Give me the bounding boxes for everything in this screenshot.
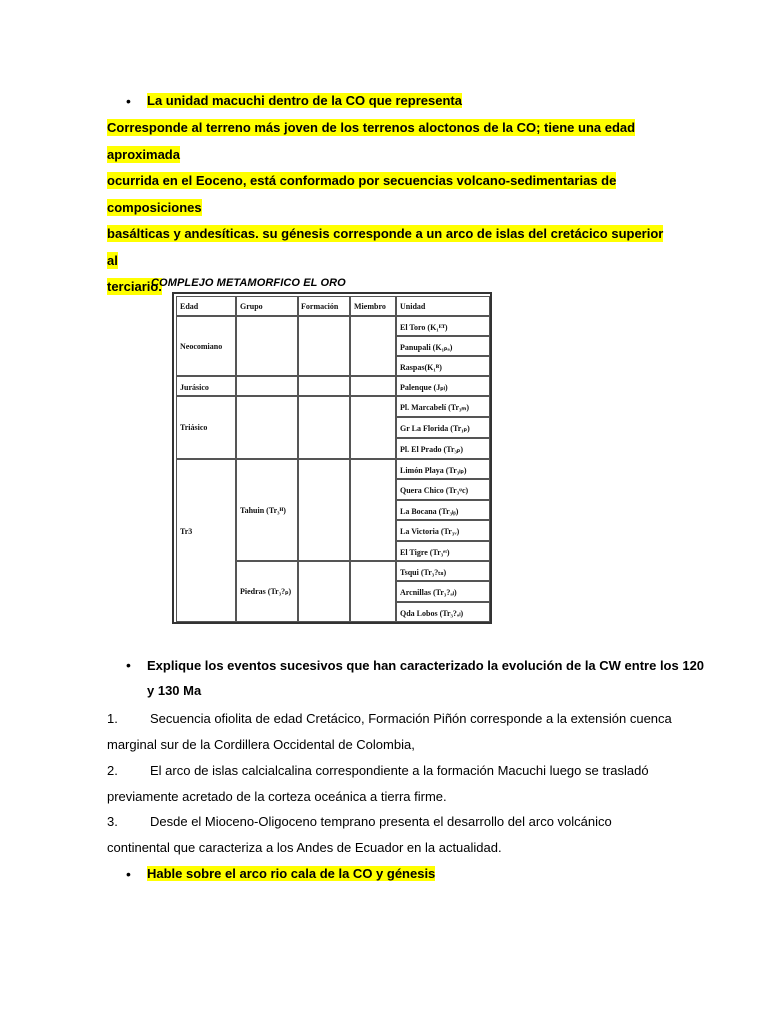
edad-cell: Jurásico [176,376,236,396]
header-cell: Unidad [396,296,490,316]
list-item-text: previamente acretado de la corteza oceánica a tierra firme. [107,789,447,804]
miembro-cell [350,561,396,622]
section1-heading: La unidad macuchi dentro de la CO que representa [147,93,462,108]
list-item-text: El arco de islas calcialcalina correspondiente a la formación Macuchi luego se trasladó [150,763,649,778]
miembro-cell [350,396,396,459]
bullet-icon: • [126,866,131,882]
geology-table [172,292,492,624]
formacion-cell [298,396,350,459]
paragraph-line: Corresponde al terreno más joven de los terrenos aloctonos de la CO; tiene una edad aproximada [107,120,636,162]
header-cell: Edad [176,296,236,316]
formacion-cell [298,316,350,376]
list-item-text: marginal sur de la Cordillera Occidental de Colombia, [107,737,415,752]
unidad-cell: El Tigre (Tr₃ᵉᵗ) [396,541,490,561]
header-cell: Formación [298,296,350,316]
miembro-cell [350,376,396,396]
bullet-icon: • [126,657,131,673]
header-cell: Grupo [236,296,298,316]
unidad-cell: Tsqui (Tr₃?ₜₛ) [396,561,490,581]
formacion-cell [298,376,350,396]
miembro-cell [350,459,396,561]
grupo-cell [236,376,298,396]
section1-paragraph [107,115,667,301]
list-item-number: 3. [107,814,118,829]
unidad-cell: La Victoria (Tr₃ᵥ) [396,520,490,541]
unidad-cell: Pl. El Prado (Tr₃ₚ) [396,438,490,459]
edad-cell: Triásico [176,396,236,459]
edad-cell: Neocomiano [176,316,236,376]
unidad-cell: Quera Chico (Tr₃ᵠc) [396,479,490,500]
unidad-cell: El Toro (K₁ᴱᵀ) [396,316,490,336]
table-title: COMPLEJO METAMORFICO EL ORO [151,277,346,289]
grupo-cell [236,396,298,459]
unidad-cell: Palenque (Jₚₗ) [396,376,490,396]
list-item-text: continental que caracteriza a los Andes de Ecuador en la actualidad. [107,840,502,855]
unidad-cell: Panupali (K₁ₚₐ) [396,336,490,356]
grupo-cell: Tahuin (Tr₃ᴴ) [236,459,298,561]
header-cell: Miembro [350,296,396,316]
unidad-cell: Arcnillas (Tr₃?ₐₗ) [396,581,490,602]
unidad-cell: Limón Playa (Tr₃ₗₚ) [396,459,490,479]
unidad-cell: Pl. Marcabelí (Tr₃ₘ) [396,396,490,417]
paragraph-line: terciario. [107,279,162,294]
section2-heading: Explique los eventos sucesivos que han caracterizado la evolución de la CW entre los 120 y 130 Ma [147,658,705,698]
unidad-cell: Qda Lobos (Tr₃?ₒₗ) [396,602,490,622]
formacion-cell [298,459,350,561]
list-item-number: 2. [107,763,118,778]
formacion-cell [298,561,350,622]
list-item-number: 1. [107,711,118,726]
grupo-cell [236,316,298,376]
grupo-cell: Piedras (Tr₃?ₚ) [236,561,298,622]
unidad-cell: Raspas(K₁ᴿ) [396,356,490,376]
bullet-icon: • [126,93,131,109]
section3-heading: Hable sobre el arco rio cala de la CO y génesis [147,866,436,881]
list-item-text: Secuencia ofiolita de edad Cretácico, Formación Piñón corresponde a la extensión cuenca [150,711,672,726]
paragraph-line: ocurrida en el Eoceno, está conformado por secuencias volcano-sedimentarias de composiciones [107,173,617,215]
miembro-cell [350,316,396,376]
edad-cell: Tr3 [176,459,236,622]
list-item-text: Desde el Mioceno-Oligoceno temprano presenta el desarrollo del arco volcánico [150,814,612,829]
unidad-cell: La Bocana (Tr₃ₗᵦ) [396,500,490,520]
paragraph-line: basálticas y andesíticas. su génesis corresponde a un arco de islas del cretácico superior al [107,226,664,268]
unidad-cell: Gr La Florida (Tr₁ₚ) [396,417,490,438]
